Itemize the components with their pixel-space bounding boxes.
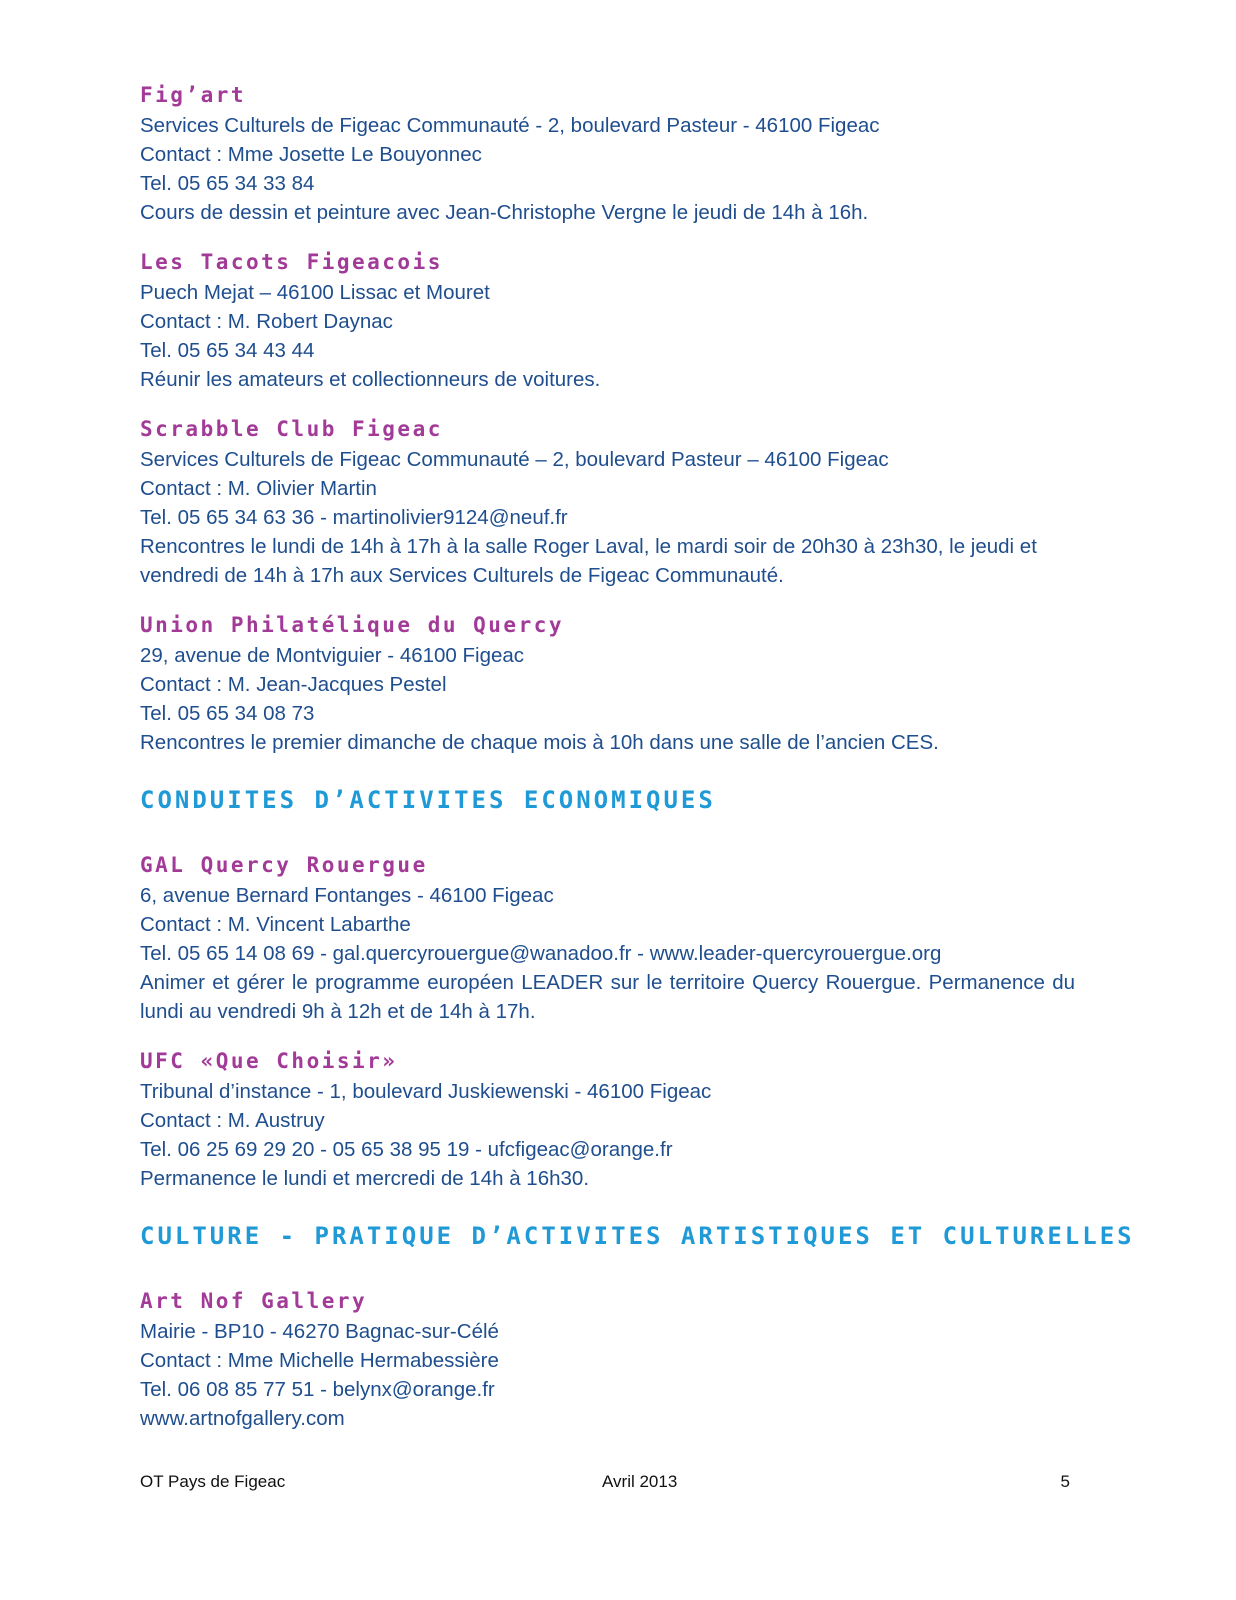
entry-figart [140, 80, 1075, 227]
description-paragraph: Rencontres le lundi de 14h à 17h à la salle Roger Laval, le mardi soir de 20h30 à 23h30, le jeudi et vendredi de 14h à 17h aux Services Culturels de Figeac Communauté. [140, 535, 1037, 587]
phone-line: Tel. 05 65 34 33 84 [140, 172, 315, 195]
entry-art-nof-gallery [140, 1286, 1075, 1433]
entry-tacots-figeacois [140, 247, 1075, 394]
phone-line: Tel. 05 65 34 63 36 - martinolivier9124@neuf.fr [140, 506, 568, 529]
contact-line: Contact : M. Robert Daynac [140, 310, 393, 333]
footer-date: Avril 2013 [602, 1472, 678, 1491]
description-line: Réunir les amateurs et collectionneurs de voitures. [140, 368, 601, 391]
page-footer [140, 1472, 1075, 1498]
address-line: Services Culturels de Figeac Communauté – 2, boulevard Pasteur – 46100 Figeac [140, 448, 889, 471]
page-number: 5 [1060, 1472, 1070, 1491]
entry-title: GAL Quercy Rouergue [140, 853, 428, 877]
entry-scrabble-club [140, 414, 1075, 590]
phone-line: Tel. 05 65 14 08 69 - gal.quercyrouergue@wanadoo.fr - www.leader-quercyrouergue.org [140, 942, 942, 965]
contact-line: Contact : M. Vincent Labarthe [140, 913, 411, 936]
entry-gal-quercy-rouergue [140, 850, 1075, 1026]
entry-title: Union Philatélique du Quercy [140, 613, 565, 637]
entry-title: UFC «Que Choisir» [140, 1049, 398, 1073]
address-line: Tribunal d’instance - 1, boulevard Juskiewenski - 46100 Figeac [140, 1080, 712, 1103]
entry-title: Scrabble Club Figeac [140, 417, 443, 441]
entry-title: Art Nof Gallery [140, 1289, 368, 1313]
entry-title: Les Tacots Figeacois [140, 250, 443, 274]
address-line: Mairie - BP10 - 46270 Bagnac-sur-Célé [140, 1320, 499, 1343]
description-line: Cours de dessin et peinture avec Jean-Christophe Vergne le jeudi de 14h à 16h. [140, 201, 869, 224]
contact-line: Contact : Mme Josette Le Bouyonnec [140, 143, 482, 166]
page-content [140, 80, 1135, 1453]
address-line: 29, avenue de Montviguier - 46100 Figeac [140, 644, 525, 667]
entry-union-philatelique [140, 610, 1075, 757]
entry-ufc-que-choisir [140, 1046, 1075, 1193]
entry-title: Fig’art [140, 83, 247, 107]
contact-line: Contact : M. Jean-Jacques Pestel [140, 673, 447, 696]
address-line: Puech Mejat – 46100 Lissac et Mouret [140, 281, 490, 304]
contact-line: Contact : Mme Michelle Hermabessière [140, 1349, 499, 1372]
description-line: Rencontres le premier dimanche de chaque mois à 10h dans une salle de l’ancien CES. [140, 731, 939, 754]
description-line: Permanence le lundi et mercredi de 14h à 16h30. [140, 1167, 590, 1190]
contact-line: Contact : M. Olivier Martin [140, 477, 377, 500]
section-heading-culture: CULTURE - PRATIQUE D’ACTIVITES ARTISTIQUES ET CULTURELLES [140, 1222, 1135, 1250]
contact-line: Contact : M. Austruy [140, 1109, 325, 1132]
phone-line: Tel. 06 08 85 77 51 - belynx@orange.fr [140, 1378, 495, 1401]
description-paragraph: Animer et gérer le programme européen LEADER sur le territoire Quercy Rouergue. Permanence du lundi au vendredi 9h à 12h et de 14h à 17h. [140, 971, 1075, 1023]
footer-organization: OT Pays de Figeac [140, 1472, 286, 1491]
website-line: www.artnofgallery.com [140, 1407, 345, 1430]
phone-line: Tel. 05 65 34 08 73 [140, 702, 315, 725]
phone-line: Tel. 05 65 34 43 44 [140, 339, 315, 362]
phone-line: Tel. 06 25 69 29 20 - 05 65 38 95 19 - ufcfigeac@orange.fr [140, 1138, 673, 1161]
address-line: 6, avenue Bernard Fontanges - 46100 Figeac [140, 884, 554, 907]
section-heading-economic: CONDUITES D’ACTIVITES ECONOMIQUES [140, 786, 716, 814]
address-line: Services Culturels de Figeac Communauté - 2, boulevard Pasteur - 46100 Figeac [140, 114, 880, 137]
